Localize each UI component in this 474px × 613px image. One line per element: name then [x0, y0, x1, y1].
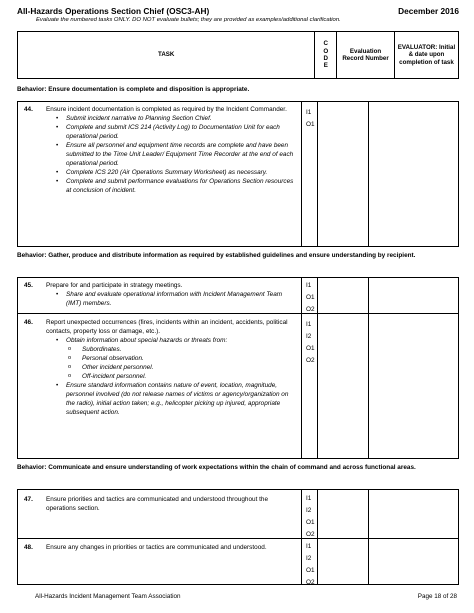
task-number: 47.	[24, 496, 33, 503]
code-value: I1	[306, 109, 312, 116]
code-value: O1	[306, 344, 315, 352]
task-text: Ensure any changes in priorities or tactics are communicated and understood.	[46, 544, 267, 551]
footer-page-number: Page 18 of 28	[417, 593, 457, 600]
code-value: I1	[306, 282, 312, 289]
code-value: I1	[306, 321, 312, 328]
code-letter: O	[323, 47, 329, 55]
code-letter: C	[323, 40, 329, 48]
task-row-44	[17, 101, 459, 247]
code-value: O2	[306, 356, 315, 364]
evaluator-column-header: EVALUATOR: Initial & date upon completion of task	[394, 32, 458, 79]
code-value: O2	[306, 530, 315, 538]
task-row-45	[18, 278, 301, 313]
code-value: I1	[306, 495, 312, 502]
task-row-47	[18, 490, 301, 538]
task-number: 44.	[24, 106, 33, 113]
task-sub-bullet: o Off-incident personnel.	[82, 373, 294, 382]
task-text: Ensure incident documentation is completed as required by the Incident Commander.	[46, 106, 287, 113]
code-column-header	[315, 32, 337, 79]
task-text: Ensure priorities and tactics are communicated and understood throughout the operations section.	[46, 496, 269, 512]
behavior-heading: Behavior: Gather, produce and distribute information as required by established guidelines and ensure understanding by recipient.	[17, 252, 416, 259]
evaluation-record-column-header: Evaluation Record Number	[337, 32, 395, 79]
task-text: Prepare for and participate in strategy meetings.	[46, 282, 183, 289]
task-codes	[306, 107, 320, 131]
task-row-46	[18, 313, 301, 460]
behavior-heading: Behavior: Communicate and ensure understanding of work expectations within the chain of command and across functional areas.	[17, 464, 416, 471]
evaluation-note: Evaluate the numbered tasks ONLY. DO NOT evaluate bullets; they are provided as examples/additional clarification.	[36, 17, 341, 23]
task-codes	[306, 280, 320, 316]
task-bullet: • Ensure standard information contains nature of event, location, magnitude, personnel involved (do not release names of victims or agency/organization on the radio), initial action taken; e.g., helicopter picking up injured, appropriate subsequent action.	[66, 382, 294, 418]
code-value: O1	[306, 120, 315, 128]
task-codes	[306, 493, 320, 540]
code-value: O1	[306, 566, 315, 574]
task-group-47-48	[17, 489, 459, 585]
code-letter: E	[323, 62, 328, 70]
task-number: 48.	[24, 544, 33, 551]
task-codes	[306, 319, 320, 366]
task-number: 46.	[24, 319, 33, 326]
footer-association: All-Hazards Incident Management Team Association	[35, 593, 181, 600]
task-text: Report unexpected occurrences (fires, incidents within an incident, accidents, political contacts, property loss or damage, etc.).	[46, 319, 288, 335]
code-value: I1	[306, 543, 312, 550]
code-value: I2	[306, 506, 312, 514]
task-codes	[306, 541, 320, 588]
code-value: O1	[306, 293, 315, 301]
code-value: I2	[306, 332, 312, 340]
task-bullet: • Complete and submit ICS 214 (Activity Log) to Documentation Unit for each operational period.	[66, 124, 294, 142]
task-row-48	[18, 538, 301, 586]
task-sub-bullet: o Subordinates.	[82, 346, 294, 355]
task-number: 45.	[24, 282, 33, 289]
document-date: December 2016	[398, 6, 459, 16]
task-bullet: • Obtain information about special hazards or threats from:	[66, 337, 294, 346]
document-title: All-Hazards Operations Section Chief (OSC3-AH)	[17, 6, 210, 16]
task-bullet: • Complete and submit performance evaluations for Operations Section resources at conclusion of incident.	[66, 178, 294, 196]
task-table-header	[17, 31, 459, 79]
task-sub-bullet: o Personal observation.	[82, 355, 294, 364]
task-sub-bullet: o Other incident personnel.	[82, 364, 294, 373]
code-value: O2	[306, 305, 315, 313]
task-bullet: • Complete ICS 220 (Air Operations Summary Worksheet) as necessary.	[66, 169, 294, 178]
task-bullet: • Ensure all personnel and equipment time records are complete and have been submitted to the Time Unit Leader/ Equipment Time Recorder at the end of each operational period.	[66, 142, 294, 169]
task-bullet: • Submit incident narrative to Planning Section Chief.	[66, 115, 294, 124]
task-group-45-46	[17, 277, 459, 459]
code-value: O2	[306, 578, 315, 586]
task-bullet: • Share and evaluate operational information with Incident Management Team (IMT) members.	[66, 291, 294, 309]
code-value: I2	[306, 554, 312, 562]
code-letter: D	[323, 55, 329, 62]
code-value: O1	[306, 518, 315, 526]
task-column-header: TASK	[18, 32, 315, 79]
behavior-heading: Behavior: Ensure documentation is complete and disposition is appropriate.	[17, 86, 250, 93]
